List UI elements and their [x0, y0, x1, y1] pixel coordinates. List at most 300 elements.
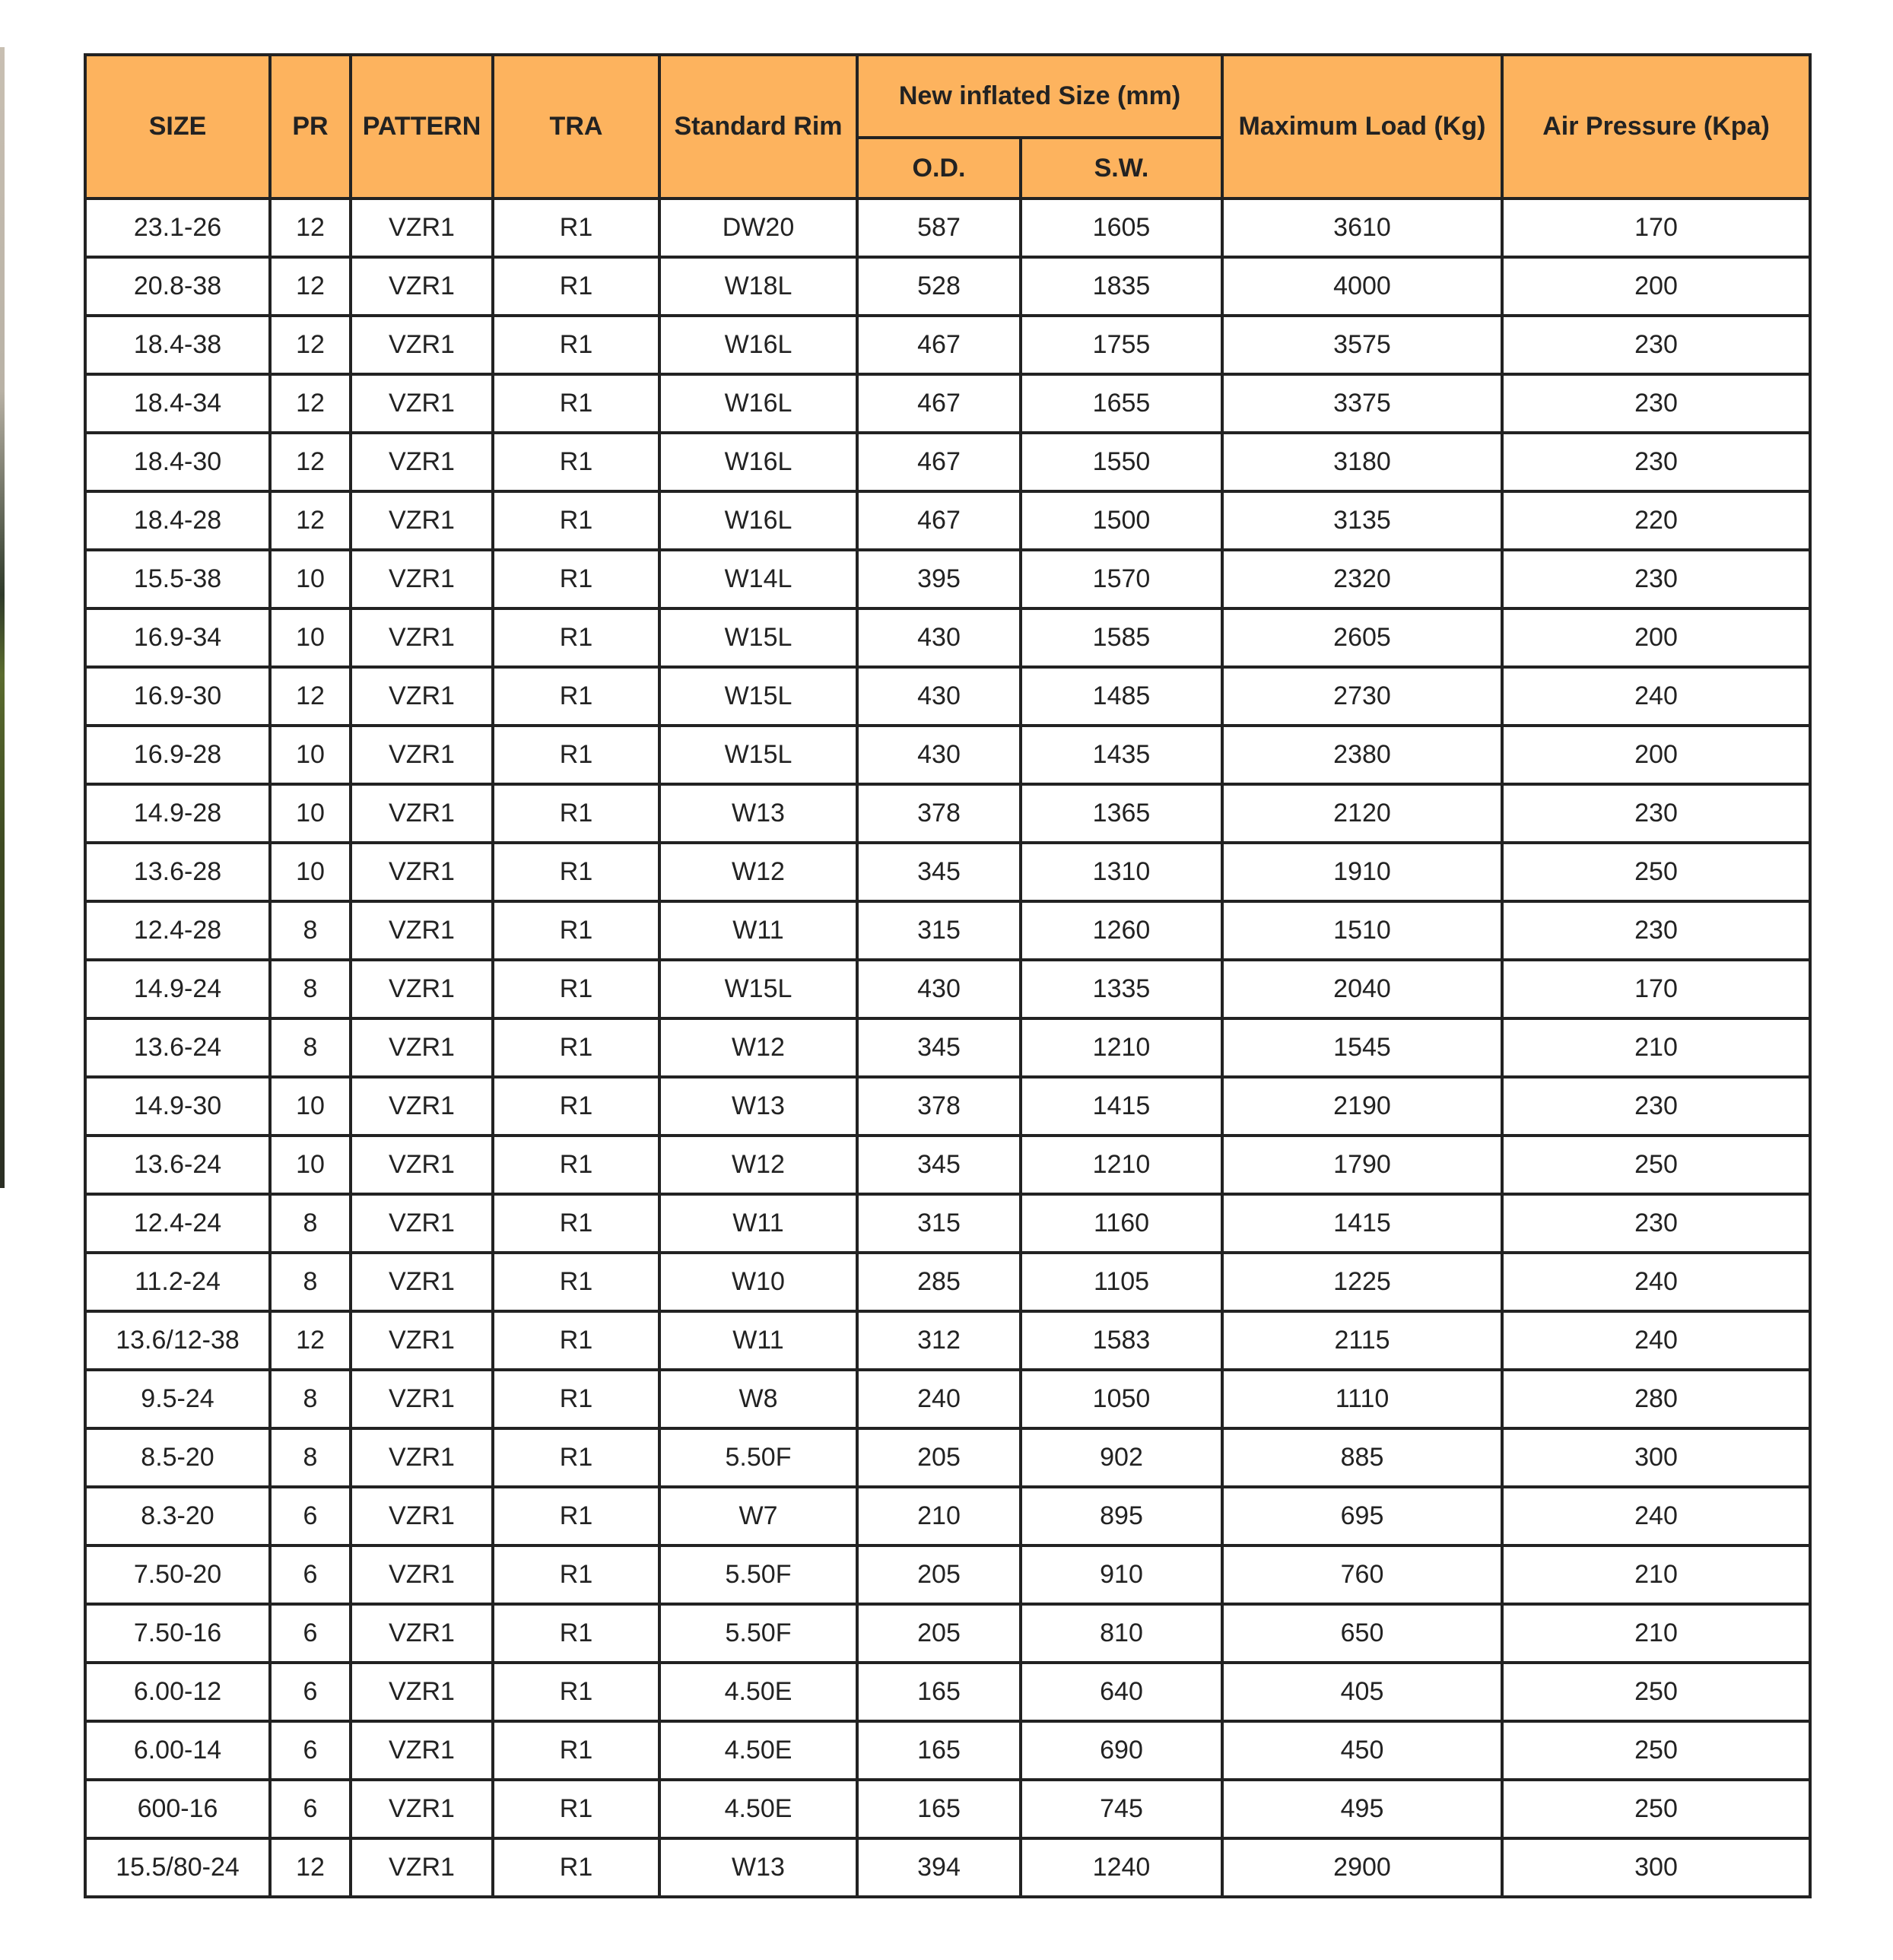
rim-cell: W16L	[659, 491, 857, 550]
table-body	[85, 199, 1810, 1897]
tra-cell: R1	[493, 960, 659, 1018]
od-cell: 345	[857, 1018, 1021, 1077]
tra-cell: R1	[493, 1311, 659, 1370]
rim-cell: W15L	[659, 608, 857, 667]
size-cell: 6.00-12	[85, 1663, 270, 1721]
table-row	[85, 726, 1810, 784]
table-row	[85, 1663, 1810, 1721]
tra-cell: R1	[493, 1545, 659, 1604]
size-cell: 23.1-26	[85, 199, 270, 257]
table-row	[85, 1721, 1810, 1780]
load-cell: 1510	[1222, 901, 1502, 960]
rim-cell: W13	[659, 784, 857, 843]
table-row	[85, 199, 1810, 257]
od-cell: 378	[857, 784, 1021, 843]
rim-cell: W10	[659, 1253, 857, 1311]
pattern-cell: VZR1	[351, 1370, 493, 1428]
pr-cell: 8	[270, 1428, 351, 1487]
table-row	[85, 667, 1810, 726]
table-row	[85, 1311, 1810, 1370]
pressure-cell: 300	[1502, 1838, 1810, 1897]
table-row	[85, 1838, 1810, 1897]
rim-cell: W15L	[659, 960, 857, 1018]
load-cell: 1110	[1222, 1370, 1502, 1428]
size-cell: 6.00-14	[85, 1721, 270, 1780]
tra-cell: R1	[493, 1838, 659, 1897]
rim-cell: W11	[659, 1311, 857, 1370]
header-new-inflated-size: New inflated Size (mm)	[857, 55, 1222, 138]
od-cell: 345	[857, 1136, 1021, 1194]
table-row	[85, 1077, 1810, 1136]
od-cell: 587	[857, 199, 1021, 257]
od-cell: 378	[857, 1077, 1021, 1136]
load-cell: 3575	[1222, 316, 1502, 374]
header-pattern: PATTERN	[351, 55, 493, 199]
table-row	[85, 901, 1810, 960]
tra-cell: R1	[493, 1604, 659, 1663]
od-cell: 312	[857, 1311, 1021, 1370]
table-row	[85, 1604, 1810, 1663]
size-cell: 14.9-30	[85, 1077, 270, 1136]
load-cell: 2605	[1222, 608, 1502, 667]
pressure-cell: 170	[1502, 199, 1810, 257]
load-cell: 2900	[1222, 1838, 1502, 1897]
load-cell: 650	[1222, 1604, 1502, 1663]
pattern-cell: VZR1	[351, 960, 493, 1018]
pressure-cell: 220	[1502, 491, 1810, 550]
size-cell: 16.9-28	[85, 726, 270, 784]
sw-cell: 1655	[1021, 374, 1222, 433]
pr-cell: 12	[270, 433, 351, 491]
sw-cell: 902	[1021, 1428, 1222, 1487]
od-cell: 285	[857, 1253, 1021, 1311]
tra-cell: R1	[493, 1663, 659, 1721]
pressure-cell: 240	[1502, 667, 1810, 726]
pr-cell: 8	[270, 901, 351, 960]
pr-cell: 10	[270, 608, 351, 667]
table-row	[85, 1780, 1810, 1838]
tra-cell: R1	[493, 667, 659, 726]
table-row	[85, 1136, 1810, 1194]
pressure-cell: 230	[1502, 784, 1810, 843]
pattern-cell: VZR1	[351, 1487, 493, 1545]
size-cell: 18.4-28	[85, 491, 270, 550]
rim-cell: 4.50E	[659, 1721, 857, 1780]
od-cell: 528	[857, 257, 1021, 316]
size-cell: 13.6-24	[85, 1018, 270, 1077]
pressure-cell: 200	[1502, 608, 1810, 667]
sw-cell: 1365	[1021, 784, 1222, 843]
tra-cell: R1	[493, 1077, 659, 1136]
sw-cell: 1500	[1021, 491, 1222, 550]
table-row	[85, 257, 1810, 316]
load-cell: 495	[1222, 1780, 1502, 1838]
header-tra: TRA	[493, 55, 659, 199]
load-cell: 2120	[1222, 784, 1502, 843]
od-cell: 430	[857, 960, 1021, 1018]
od-cell: 205	[857, 1428, 1021, 1487]
rim-cell: W12	[659, 1018, 857, 1077]
sw-cell: 1585	[1021, 608, 1222, 667]
table-row	[85, 1428, 1810, 1487]
pr-cell: 12	[270, 257, 351, 316]
pattern-cell: VZR1	[351, 1077, 493, 1136]
load-cell: 4000	[1222, 257, 1502, 316]
tra-cell: R1	[493, 1136, 659, 1194]
pressure-cell: 240	[1502, 1487, 1810, 1545]
load-cell: 1225	[1222, 1253, 1502, 1311]
tra-cell: R1	[493, 550, 659, 608]
header-sw: S.W.	[1021, 138, 1222, 199]
sw-cell: 1240	[1021, 1838, 1222, 1897]
table-row	[85, 1487, 1810, 1545]
size-cell: 13.6-28	[85, 843, 270, 901]
size-cell: 600-16	[85, 1780, 270, 1838]
size-cell: 15.5/80-24	[85, 1838, 270, 1897]
pr-cell: 8	[270, 1018, 351, 1077]
load-cell: 3180	[1222, 433, 1502, 491]
pr-cell: 10	[270, 726, 351, 784]
sw-cell: 1160	[1021, 1194, 1222, 1253]
od-cell: 394	[857, 1838, 1021, 1897]
size-cell: 12.4-24	[85, 1194, 270, 1253]
header-size: SIZE	[85, 55, 270, 199]
table-row	[85, 491, 1810, 550]
od-cell: 210	[857, 1487, 1021, 1545]
pattern-cell: VZR1	[351, 257, 493, 316]
sw-cell: 1415	[1021, 1077, 1222, 1136]
pressure-cell: 240	[1502, 1253, 1810, 1311]
od-cell: 315	[857, 1194, 1021, 1253]
header-pr: PR	[270, 55, 351, 199]
load-cell: 1790	[1222, 1136, 1502, 1194]
sw-cell: 745	[1021, 1780, 1222, 1838]
rim-cell: 4.50E	[659, 1780, 857, 1838]
pattern-cell: VZR1	[351, 843, 493, 901]
rim-cell: W11	[659, 1194, 857, 1253]
pr-cell: 12	[270, 316, 351, 374]
pressure-cell: 250	[1502, 1663, 1810, 1721]
table-row	[85, 843, 1810, 901]
pattern-cell: VZR1	[351, 1311, 493, 1370]
pressure-cell: 250	[1502, 843, 1810, 901]
tra-cell: R1	[493, 1370, 659, 1428]
pressure-cell: 200	[1502, 257, 1810, 316]
sw-cell: 1335	[1021, 960, 1222, 1018]
load-cell: 1910	[1222, 843, 1502, 901]
od-cell: 467	[857, 374, 1021, 433]
pr-cell: 10	[270, 550, 351, 608]
rim-cell: W15L	[659, 667, 857, 726]
pattern-cell: VZR1	[351, 726, 493, 784]
pattern-cell: VZR1	[351, 550, 493, 608]
load-cell: 2320	[1222, 550, 1502, 608]
pr-cell: 12	[270, 1311, 351, 1370]
rim-cell: W8	[659, 1370, 857, 1428]
tra-cell: R1	[493, 608, 659, 667]
pr-cell: 8	[270, 1194, 351, 1253]
size-cell: 7.50-20	[85, 1545, 270, 1604]
sw-cell: 1583	[1021, 1311, 1222, 1370]
pattern-cell: VZR1	[351, 608, 493, 667]
table-row	[85, 1370, 1810, 1428]
pressure-cell: 230	[1502, 1194, 1810, 1253]
tra-cell: R1	[493, 491, 659, 550]
pressure-cell: 230	[1502, 316, 1810, 374]
table-row	[85, 433, 1810, 491]
sw-cell: 895	[1021, 1487, 1222, 1545]
pr-cell: 6	[270, 1545, 351, 1604]
load-cell: 2190	[1222, 1077, 1502, 1136]
pattern-cell: VZR1	[351, 1018, 493, 1077]
size-cell: 9.5-24	[85, 1370, 270, 1428]
pressure-cell: 240	[1502, 1311, 1810, 1370]
sw-cell: 1550	[1021, 433, 1222, 491]
pressure-cell: 170	[1502, 960, 1810, 1018]
size-cell: 12.4-28	[85, 901, 270, 960]
table-row	[85, 374, 1810, 433]
rim-cell: W7	[659, 1487, 857, 1545]
left-edge-photo-strip	[0, 47, 5, 1188]
pattern-cell: VZR1	[351, 1253, 493, 1311]
pattern-cell: VZR1	[351, 1604, 493, 1663]
tra-cell: R1	[493, 1018, 659, 1077]
tra-cell: R1	[493, 257, 659, 316]
pressure-cell: 300	[1502, 1428, 1810, 1487]
pattern-cell: VZR1	[351, 491, 493, 550]
pr-cell: 6	[270, 1487, 351, 1545]
rim-cell: W16L	[659, 433, 857, 491]
rim-cell: W18L	[659, 257, 857, 316]
table-row	[85, 1194, 1810, 1253]
size-cell: 8.3-20	[85, 1487, 270, 1545]
load-cell: 885	[1222, 1428, 1502, 1487]
od-cell: 430	[857, 667, 1021, 726]
rim-cell: W11	[659, 901, 857, 960]
sw-cell: 1605	[1021, 199, 1222, 257]
rim-cell: 5.50F	[659, 1604, 857, 1663]
pr-cell: 8	[270, 1253, 351, 1311]
size-cell: 7.50-16	[85, 1604, 270, 1663]
pattern-cell: VZR1	[351, 1194, 493, 1253]
pressure-cell: 230	[1502, 433, 1810, 491]
od-cell: 467	[857, 316, 1021, 374]
pressure-cell: 210	[1502, 1604, 1810, 1663]
pressure-cell: 230	[1502, 550, 1810, 608]
pattern-cell: VZR1	[351, 316, 493, 374]
size-cell: 18.4-34	[85, 374, 270, 433]
sw-cell: 910	[1021, 1545, 1222, 1604]
od-cell: 467	[857, 491, 1021, 550]
od-cell: 165	[857, 1663, 1021, 1721]
load-cell: 760	[1222, 1545, 1502, 1604]
od-cell: 430	[857, 726, 1021, 784]
pr-cell: 6	[270, 1604, 351, 1663]
od-cell: 165	[857, 1721, 1021, 1780]
load-cell: 2040	[1222, 960, 1502, 1018]
rim-cell: W15L	[659, 726, 857, 784]
sw-cell: 1310	[1021, 843, 1222, 901]
rim-cell: W16L	[659, 374, 857, 433]
od-cell: 205	[857, 1545, 1021, 1604]
tra-cell: R1	[493, 1780, 659, 1838]
tra-cell: R1	[493, 726, 659, 784]
table-row	[85, 1253, 1810, 1311]
table-row	[85, 608, 1810, 667]
pattern-cell: VZR1	[351, 901, 493, 960]
pattern-cell: VZR1	[351, 433, 493, 491]
header-maximum-load: Maximum Load (Kg)	[1222, 55, 1502, 199]
tra-cell: R1	[493, 1487, 659, 1545]
size-cell: 13.6/12-38	[85, 1311, 270, 1370]
od-cell: 345	[857, 843, 1021, 901]
size-cell: 20.8-38	[85, 257, 270, 316]
pattern-cell: VZR1	[351, 199, 493, 257]
sw-cell: 1485	[1021, 667, 1222, 726]
header-standard-rim: Standard Rim	[659, 55, 857, 199]
rim-cell: W12	[659, 1136, 857, 1194]
rim-cell: W14L	[659, 550, 857, 608]
rim-cell: 5.50F	[659, 1428, 857, 1487]
pattern-cell: VZR1	[351, 784, 493, 843]
table-row	[85, 550, 1810, 608]
sw-cell: 1260	[1021, 901, 1222, 960]
table-row	[85, 1018, 1810, 1077]
pr-cell: 8	[270, 960, 351, 1018]
size-cell: 14.9-28	[85, 784, 270, 843]
pattern-cell: VZR1	[351, 1136, 493, 1194]
tra-cell: R1	[493, 784, 659, 843]
tra-cell: R1	[493, 843, 659, 901]
rim-cell: W13	[659, 1838, 857, 1897]
load-cell: 3135	[1222, 491, 1502, 550]
table-row	[85, 316, 1810, 374]
size-cell: 11.2-24	[85, 1253, 270, 1311]
size-cell: 18.4-38	[85, 316, 270, 374]
size-cell: 18.4-30	[85, 433, 270, 491]
load-cell: 2380	[1222, 726, 1502, 784]
pressure-cell: 280	[1502, 1370, 1810, 1428]
pattern-cell: VZR1	[351, 1428, 493, 1487]
od-cell: 467	[857, 433, 1021, 491]
header-od: O.D.	[857, 138, 1021, 199]
tra-cell: R1	[493, 1253, 659, 1311]
pressure-cell: 230	[1502, 374, 1810, 433]
pressure-cell: 250	[1502, 1721, 1810, 1780]
load-cell: 3610	[1222, 199, 1502, 257]
load-cell: 1415	[1222, 1194, 1502, 1253]
pressure-cell: 250	[1502, 1136, 1810, 1194]
pr-cell: 12	[270, 1838, 351, 1897]
pr-cell: 6	[270, 1721, 351, 1780]
tra-cell: R1	[493, 901, 659, 960]
pr-cell: 12	[270, 667, 351, 726]
od-cell: 395	[857, 550, 1021, 608]
tra-cell: R1	[493, 199, 659, 257]
od-cell: 430	[857, 608, 1021, 667]
sw-cell: 1050	[1021, 1370, 1222, 1428]
header-air-pressure: Air Pressure (Kpa)	[1502, 55, 1810, 199]
pressure-cell: 210	[1502, 1545, 1810, 1604]
rim-cell: W12	[659, 843, 857, 901]
table-row	[85, 784, 1810, 843]
tyre-spec-table	[84, 53, 1812, 1898]
size-cell: 13.6-24	[85, 1136, 270, 1194]
size-cell: 16.9-34	[85, 608, 270, 667]
sw-cell: 690	[1021, 1721, 1222, 1780]
sw-cell: 640	[1021, 1663, 1222, 1721]
tra-cell: R1	[493, 374, 659, 433]
pattern-cell: VZR1	[351, 1663, 493, 1721]
load-cell: 405	[1222, 1663, 1502, 1721]
sw-cell: 1835	[1021, 257, 1222, 316]
pr-cell: 10	[270, 843, 351, 901]
size-cell: 14.9-24	[85, 960, 270, 1018]
sw-cell: 1435	[1021, 726, 1222, 784]
pr-cell: 12	[270, 374, 351, 433]
pr-cell: 10	[270, 1077, 351, 1136]
rim-cell: W16L	[659, 316, 857, 374]
od-cell: 205	[857, 1604, 1021, 1663]
load-cell: 1545	[1222, 1018, 1502, 1077]
pr-cell: 8	[270, 1370, 351, 1428]
tra-cell: R1	[493, 433, 659, 491]
table-header	[85, 55, 1810, 199]
tra-cell: R1	[493, 316, 659, 374]
pr-cell: 6	[270, 1663, 351, 1721]
pr-cell: 6	[270, 1780, 351, 1838]
pattern-cell: VZR1	[351, 1545, 493, 1604]
load-cell: 2115	[1222, 1311, 1502, 1370]
pattern-cell: VZR1	[351, 667, 493, 726]
pr-cell: 12	[270, 199, 351, 257]
load-cell: 3375	[1222, 374, 1502, 433]
tra-cell: R1	[493, 1428, 659, 1487]
pr-cell: 10	[270, 1136, 351, 1194]
od-cell: 315	[857, 901, 1021, 960]
pressure-cell: 230	[1502, 1077, 1810, 1136]
tra-cell: R1	[493, 1721, 659, 1780]
rim-cell: DW20	[659, 199, 857, 257]
pr-cell: 12	[270, 491, 351, 550]
od-cell: 240	[857, 1370, 1021, 1428]
pressure-cell: 200	[1502, 726, 1810, 784]
size-cell: 15.5-38	[85, 550, 270, 608]
table-row	[85, 960, 1810, 1018]
pr-cell: 10	[270, 784, 351, 843]
pattern-cell: VZR1	[351, 1838, 493, 1897]
pattern-cell: VZR1	[351, 374, 493, 433]
od-cell: 165	[857, 1780, 1021, 1838]
pressure-cell: 250	[1502, 1780, 1810, 1838]
load-cell: 695	[1222, 1487, 1502, 1545]
sw-cell: 810	[1021, 1604, 1222, 1663]
table-row	[85, 1545, 1810, 1604]
sw-cell: 1570	[1021, 550, 1222, 608]
rim-cell: 5.50F	[659, 1545, 857, 1604]
sw-cell: 1210	[1021, 1136, 1222, 1194]
load-cell: 450	[1222, 1721, 1502, 1780]
size-cell: 8.5-20	[85, 1428, 270, 1487]
size-cell: 16.9-30	[85, 667, 270, 726]
pressure-cell: 230	[1502, 901, 1810, 960]
pressure-cell: 210	[1502, 1018, 1810, 1077]
sw-cell: 1755	[1021, 316, 1222, 374]
sw-cell: 1210	[1021, 1018, 1222, 1077]
pattern-cell: VZR1	[351, 1780, 493, 1838]
rim-cell: 4.50E	[659, 1663, 857, 1721]
load-cell: 2730	[1222, 667, 1502, 726]
